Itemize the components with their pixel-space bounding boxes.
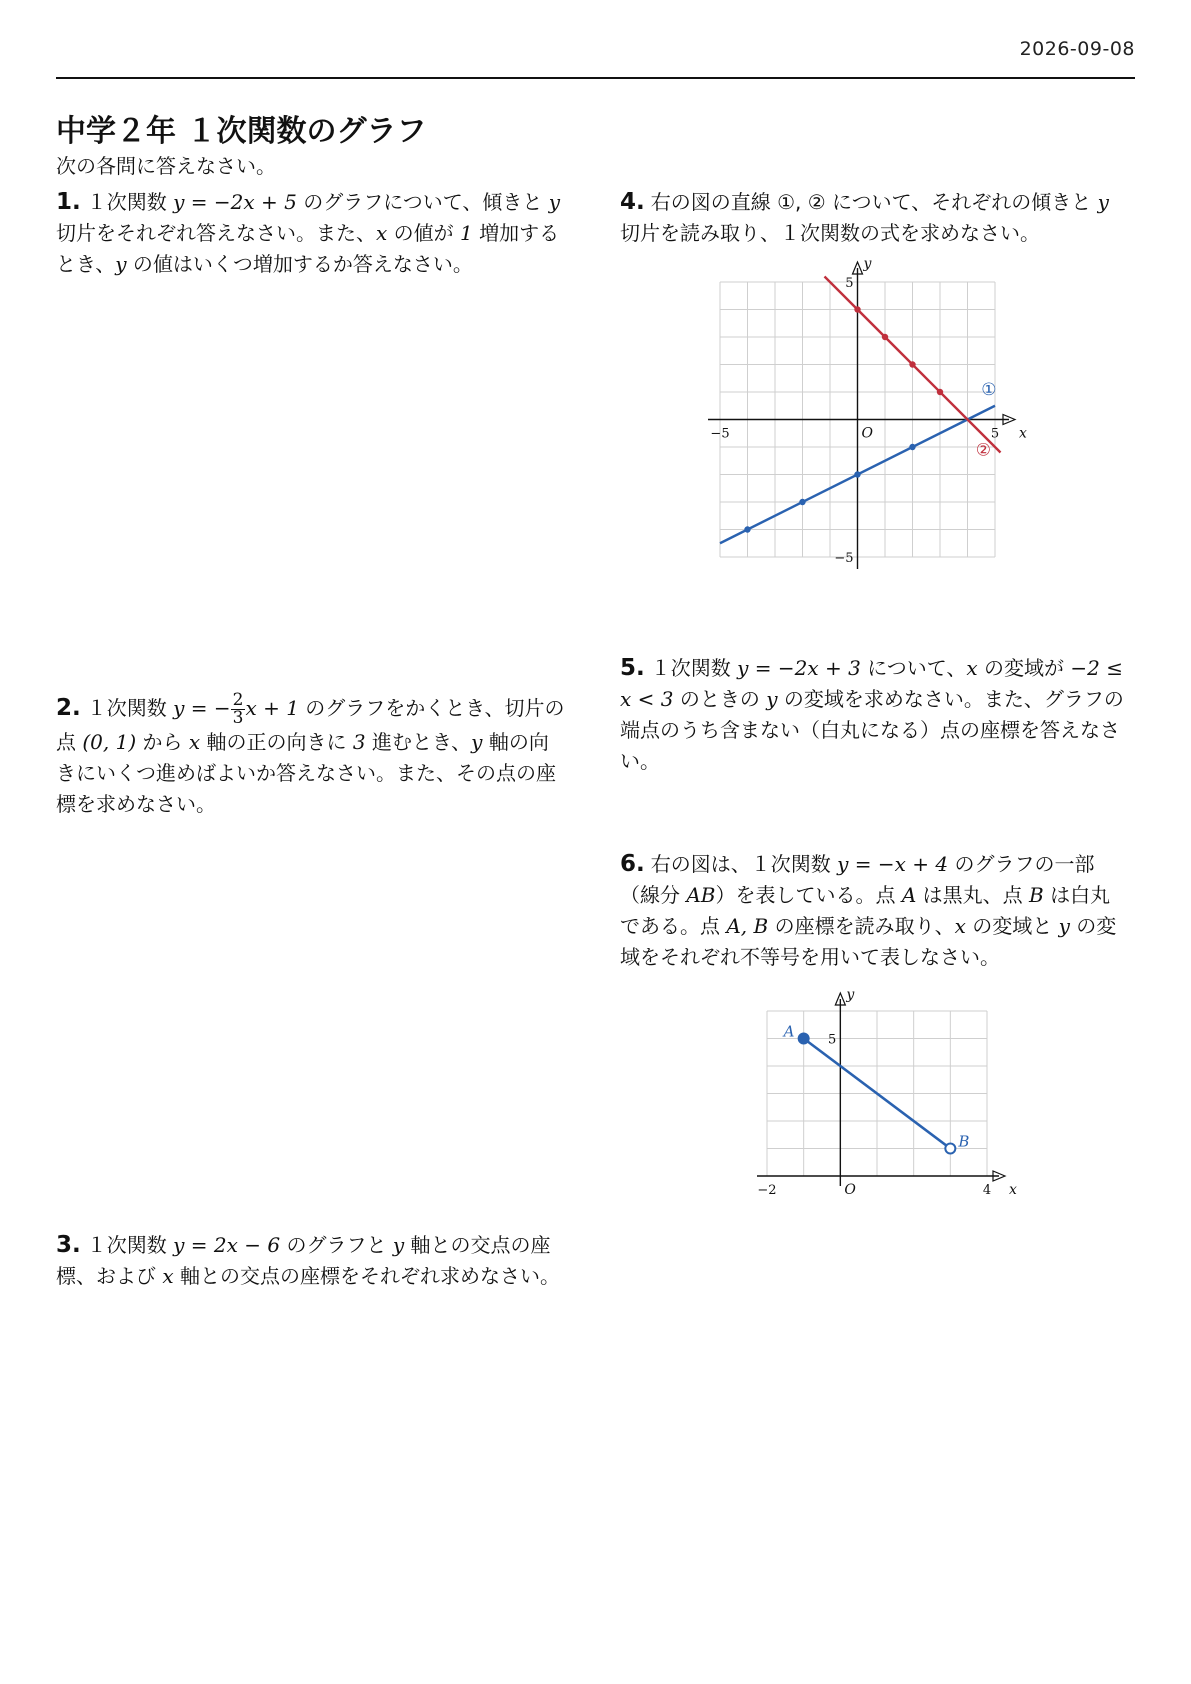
series-point <box>882 334 888 340</box>
y-axis-label: y <box>863 256 872 272</box>
question-number: 1. <box>56 189 81 215</box>
point-label: B <box>958 1132 970 1151</box>
question-4: 4. 右の図の直線 ①, ② について、それぞれの傾きと y 切片を読み取り、１次関数の式を求めなさい。 <box>620 189 1109 245</box>
instruction: 次の各問に答えなさい。 <box>56 154 276 178</box>
header-rule <box>56 77 1135 79</box>
question-5: 5. １次関数 y = −2x + 3 について、x の変域が −2 ≤ x < 3 のときの y の変域を求めなさい。また、グラフの端点のうち含まない（白丸になる）点の座標を答えなさい。 <box>620 655 1124 773</box>
y-tick-label: 5 <box>845 276 854 291</box>
series-point <box>854 306 860 312</box>
endpoint-filled <box>799 1034 809 1044</box>
origin-label: O <box>844 1182 856 1198</box>
series-point <box>909 361 915 367</box>
page-title: 中学２年 １次関数のグラフ <box>56 114 427 149</box>
fraction: $\frac{2}{3}$ <box>232 690 244 728</box>
y-axis-label: y <box>846 987 855 1003</box>
x-axis-label: x <box>1019 425 1027 442</box>
date: 2026-09-08 <box>1019 38 1135 60</box>
question-1: 1. １次関数 y = −2x + 5 のグラフについて、傾きと y 切片をそれぞれ答えなさい。また、x の値が 1 増加するとき、y の値はいくつ増加するか答えなさい。 <box>56 189 561 276</box>
graph-lines-1-2 <box>710 256 1035 582</box>
x-tick-label: −5 <box>710 426 730 442</box>
x-tick-label: 4 <box>982 1183 992 1198</box>
series-label: ① <box>981 379 997 400</box>
question-3: 3. １次関数 y = 2x − 6 のグラフと y 軸との交点の座標、および x 軸との交点の座標をそれぞれ求めなさい。 <box>56 1232 560 1288</box>
series-point <box>909 444 915 450</box>
question-number: 5. <box>620 655 645 681</box>
x-axis-label: x <box>1009 1182 1017 1198</box>
question-number: 4. <box>620 189 645 215</box>
y-tick-label: 5 <box>828 1032 837 1048</box>
series-point <box>799 499 805 505</box>
series-point <box>854 471 860 477</box>
series-label: ② <box>975 440 991 461</box>
origin-label: O <box>861 425 873 442</box>
series-point <box>744 526 750 532</box>
series-point <box>937 389 943 395</box>
question-number: 6. <box>620 851 645 877</box>
question-2: 2. １次関数 y = − $\frac{2}{3}$ x + 1 のグラフをかくとき、切片の点 (0, 1) から x 軸の正の向きに 3 進むとき、y 軸の向きにいくつ進めばよいか答えなさい。また、その点の座標を求めなさい。 <box>56 690 565 816</box>
point-label: A <box>783 1022 795 1041</box>
question-number: 3. <box>56 1232 81 1258</box>
graph-segment-ab <box>745 985 1017 1215</box>
question-6: 6. 右の図は、１次関数 y = −x + 4 のグラフの一部（線分 AB）を表している。点 A は黒丸、点 B は白丸である。点 A, B の座標を読み取り、x の変域と y の変域をそれぞれ不等号を用いて表しなさい。 <box>620 851 1117 969</box>
endpoint-open <box>945 1144 955 1154</box>
y-tick-label: −5 <box>834 551 854 566</box>
x-tick-label: −2 <box>757 1183 777 1198</box>
question-number: 2. <box>56 695 81 721</box>
x-tick-label: 5 <box>990 426 1000 442</box>
